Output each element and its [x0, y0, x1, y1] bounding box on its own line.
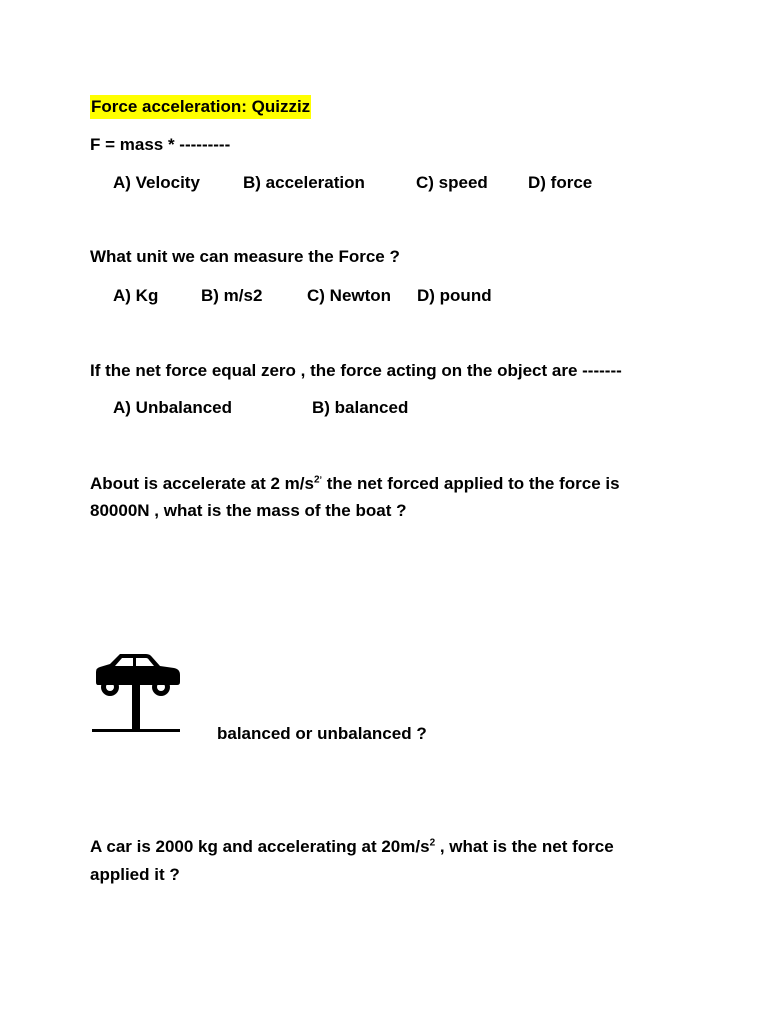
- quiz-title: Force acceleration: Quizziz: [90, 95, 311, 119]
- question-6-line-1-end: , what is the net force: [435, 837, 614, 856]
- question-6-line-1-start: A car is 2000 kg and accelerating at 20m/s: [90, 837, 430, 856]
- question-1-option-b: B) acceleration: [243, 173, 365, 192]
- question-4-line-1-start: About is accelerate at 2 m/s: [90, 474, 314, 493]
- question-1-option-a: A) Velocity: [113, 173, 200, 192]
- question-2-option-a: A) Kg: [113, 286, 159, 305]
- question-4-line-2: 80000N , what is the mass of the boat ?: [90, 501, 407, 520]
- question-6-line-1: [90, 836, 614, 857]
- question-3-text: If the net force equal zero , the force acting on the object are -------: [90, 361, 622, 380]
- question-5-text: balanced or unbalanced ?: [217, 724, 427, 743]
- question-4-line-1-end: the net forced applied to the force is: [326, 474, 620, 493]
- question-2-option-c: C) Newton: [307, 286, 392, 305]
- question-6-line-2: applied it ?: [90, 865, 180, 884]
- question-4-line-1: [90, 473, 620, 494]
- question-2-option-b: B) m/s2: [201, 286, 263, 305]
- apostrophe-mark: ʼ: [319, 474, 323, 485]
- question-2-text: What unit we can measure the Force ?: [90, 247, 400, 266]
- car-lift-icon: [88, 650, 184, 736]
- exponent: 2: [429, 837, 436, 849]
- question-1-text: F = mass * ---------: [90, 135, 231, 154]
- question-3-option-b: B) balanced: [312, 398, 409, 417]
- question-1-option-c: C) speed: [416, 173, 488, 192]
- question-2-option-d: D) pound: [417, 286, 492, 305]
- question-3-option-a: A) Unbalanced: [113, 398, 233, 417]
- exponent: 2: [313, 474, 320, 486]
- question-1-option-d: D) force: [528, 173, 593, 192]
